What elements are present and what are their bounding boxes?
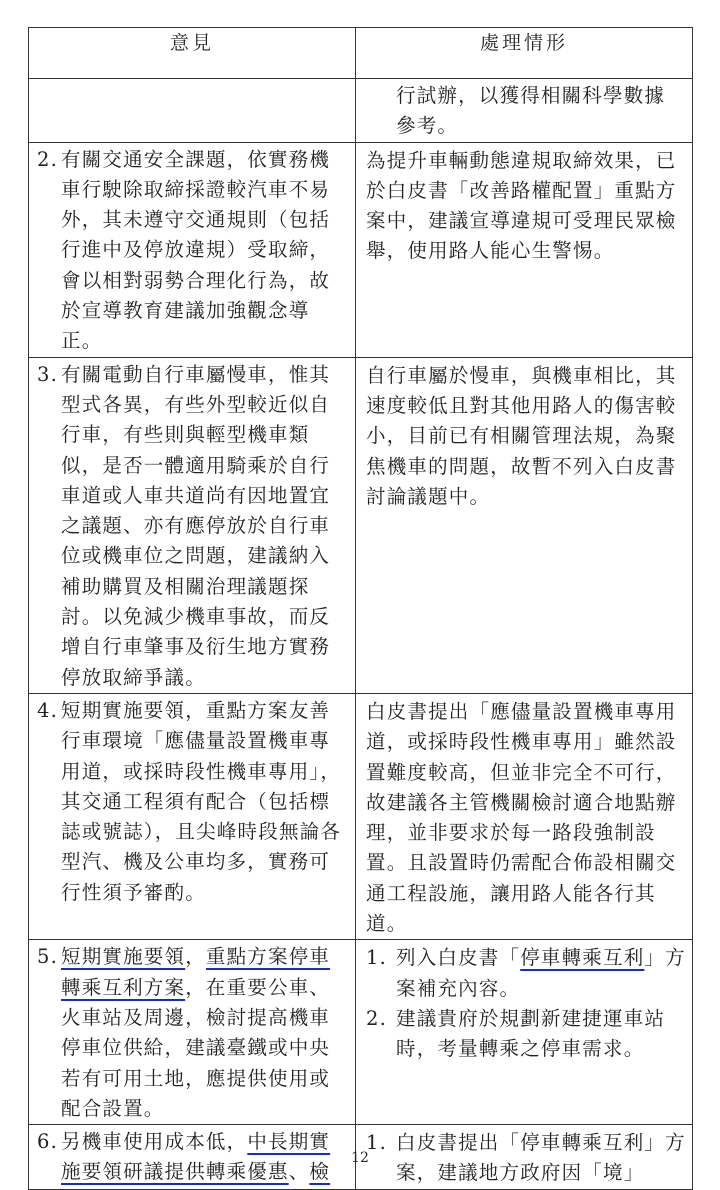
opinion-text: 有關交通安全課題，依實務機車行駛除取締採證較汽車不易外，其未遵守交通規則（包括行進中及停放違規）受取締，會以相對弱勢合理化行為，故於宣導教育建議加強觀念導正。: [61, 147, 331, 353]
underlined-phrase: 重點方案停車轉乘互利方案: [61, 945, 331, 999]
item-number: 6.: [37, 1130, 59, 1154]
handling-text: 為提升車輛動態違規取締效果，已於白皮書「改善路權配置」重點方案中，建議宣導違規可受理民眾檢舉，使用路人能心生警惕。: [366, 148, 677, 263]
table-header-row: [29, 28, 693, 79]
text-segment: ，在重要公車、火車站及周邊，檢討提高機車停車位供給，建議臺鐵或中央若有可用土地，應提供使用或配合設置。: [61, 975, 331, 1120]
list-number: 1.: [366, 946, 388, 970]
underlined-phrase: 停車轉乘互利: [520, 946, 645, 970]
underlined-phrase: 短期實施要領: [61, 945, 186, 969]
table-row: [29, 142, 693, 357]
text-segment: 建議貴府於規劃新建捷運車站時，考量轉乘之停車需求。: [396, 1006, 666, 1061]
page-number: 12: [351, 1150, 369, 1166]
opinion-cell: [29, 357, 356, 693]
text-segment: 列入白皮書「: [396, 946, 521, 970]
item-number: 4.: [37, 698, 59, 722]
handling-text: 白皮書提出「應儘量設置機車專用道，或採時段性機車專用」雖然設置難度較高，但並非完全不可行，故建議各主管機關檢討適合地點辦理，並非要求於每一路段強制設置。且設置時仍需配合佈設相關交通工程設施，讓用路人能各行其道。: [366, 699, 677, 936]
handling-cell: [356, 693, 693, 939]
text-segment: 、: [288, 1160, 310, 1184]
opinion-cell: [29, 693, 356, 939]
text-segment: 白皮書提出「停車轉乘互利」方案，建議地方政府因「境」: [396, 1131, 686, 1185]
text-segment: 」方案補充內容。: [396, 946, 686, 1000]
item-number: 5.: [37, 945, 59, 969]
table-row: [29, 693, 693, 939]
table-row: [29, 357, 693, 693]
opinion-cell: [29, 142, 356, 357]
table-row: [29, 79, 693, 143]
underlined-phrase: 中長期實施要領研議提供轉乘優惠: [61, 1130, 331, 1184]
opinion-text: 有關電動自行車屬慢車，惟其型式各異，有些外型較近似自行車，有些則與輕型機車類似，是否一體適用騎乘於自行車道或人車共道尚有因地置宜之議題、亦有應停放於自行車位或機車位之問題，建議納入補助購買及相關治理議題探討。以免減少機車事故，而反增自行車肇事及衍生地方實務停放取締爭議。: [61, 362, 331, 689]
table-row: [29, 940, 693, 1125]
opinion-response-table: [28, 27, 693, 1190]
handling-cell: [356, 357, 693, 693]
text-segment: 另機車使用成本低，: [61, 1130, 248, 1154]
header-handling: 處理情形: [356, 28, 693, 79]
handling-list-item: [366, 1004, 686, 1065]
header-opinion: 意見: [29, 28, 356, 79]
list-number: 2.: [366, 1006, 388, 1030]
opinion-cell: [29, 940, 356, 1125]
text-segment: ，: [185, 945, 206, 969]
item-number: 3.: [37, 362, 59, 386]
handling-cell: [356, 142, 693, 357]
opinion-text: [61, 942, 347, 1124]
handling-list-item: [366, 943, 686, 1004]
item-number: 2.: [37, 147, 59, 171]
handling-text: 行試辦，以獲得相關科學數據參考。: [396, 84, 666, 138]
handling-cell: [356, 79, 693, 143]
handling-text: 自行車屬於慢車，與機車相比，其速度較低且對其他用路人的傷害較小，目前已有相關管理法規，為聚焦機車的問題，故暫不列入白皮書討論議題中。: [366, 363, 677, 508]
handling-cell: [356, 940, 693, 1125]
list-number: 1.: [366, 1131, 388, 1155]
opinion-text: 短期實施要領，重點方案友善行車環境「應儘量設置機車專用道，或採時段性機車專用」，其交通工程須有配合（包括標誌或號誌），且尖峰時段無論各型汽、機及公車均多，實務可行性須予審酌。: [61, 698, 342, 904]
underlined-phrase: 檢: [309, 1160, 331, 1184]
opinion-cell: [29, 79, 356, 143]
